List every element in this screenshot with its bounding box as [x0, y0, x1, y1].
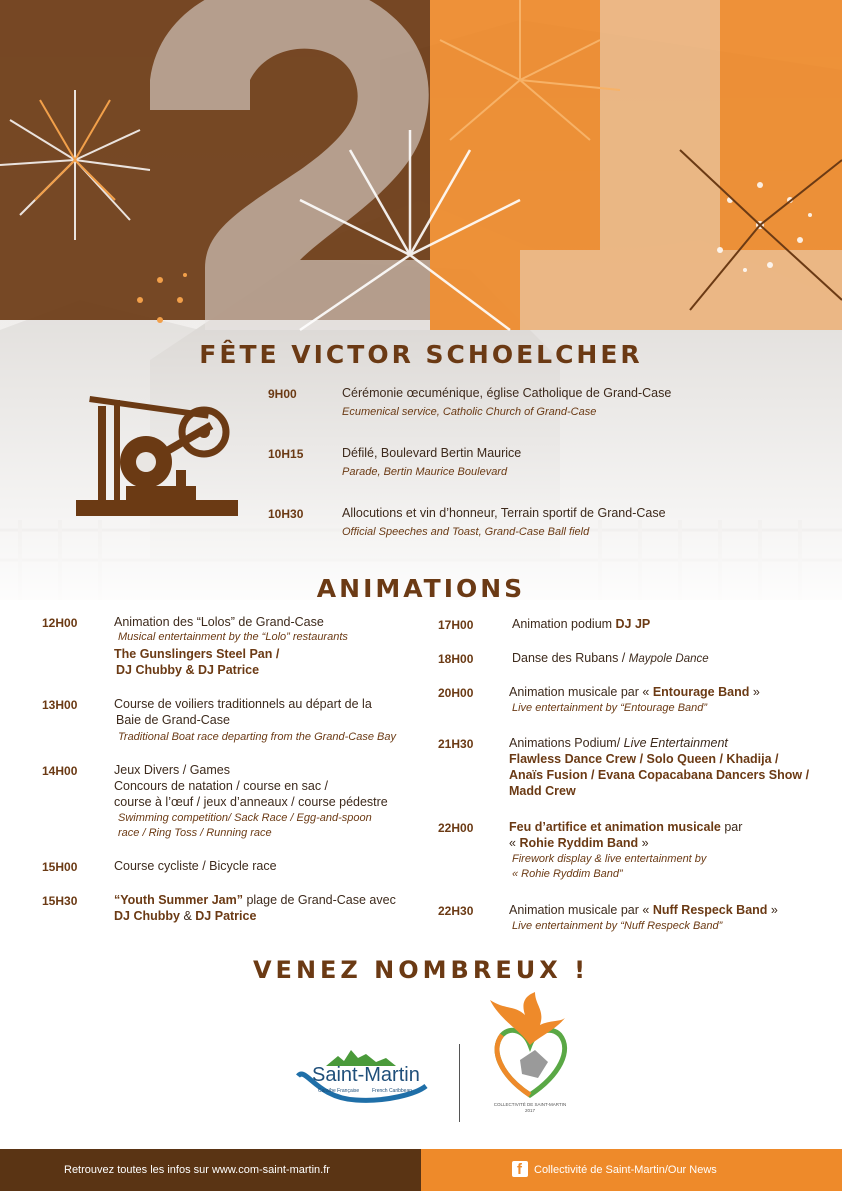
event-time: 22H00 [438, 821, 474, 835]
event-time: 17H00 [438, 618, 474, 632]
event-line: Anaïs Fusion / Evana Copacabana Dancers Show / [509, 768, 810, 782]
event-time: 14H00 [42, 764, 78, 778]
event-line: DJ Chubby & DJ Patrice [114, 909, 257, 923]
event-line: Concours de natation / course en sac / [114, 779, 329, 793]
event-line: Jeux Divers / Games [114, 763, 231, 777]
logo-sub-right: French Caribbean [372, 1088, 413, 1094]
event-line: Animation podium DJ JP [512, 617, 651, 631]
saint-martin-logo [296, 1036, 446, 1106]
event-line: “Youth Summer Jam” plage de Grand-Case avec [114, 893, 396, 907]
event-line: Baie de Grand-Case [116, 713, 230, 727]
schedule-en: Parade, Bertin Maurice Boulevard [342, 466, 508, 478]
closing-title: VENEZ NOMBREUX ! [252, 956, 590, 984]
event-en: Live entertainment by “Entourage Band” [512, 702, 708, 714]
animations-title: ANIMATIONS [316, 574, 526, 603]
animations-right-column [438, 614, 828, 934]
logo-divider [459, 1044, 460, 1122]
event-en: Musical entertainment by the “Lolo” restaurants [118, 631, 348, 643]
event-line: Feu d’artifice et animation musicale par [509, 820, 743, 834]
footer-left [0, 1149, 421, 1191]
event-line: Animation musicale par « Entourage Band » [509, 685, 760, 699]
collectivite-year: 2017 [524, 1108, 535, 1113]
event-line: « Rohie Ryddim Band » [509, 836, 649, 850]
schedule-fr: Défilé, Boulevard Bertin Maurice [342, 446, 522, 460]
event-en: Firework display & live entertainment by [512, 853, 707, 865]
sugar-mill-illustration [76, 392, 238, 524]
event-en: Traditional Boat race departing from the Grand-Case Bay [118, 731, 396, 743]
schedule-time: 10H30 [268, 507, 304, 521]
event-time: 12H00 [42, 616, 78, 630]
event-en: Live entertainment by “Nuff Respeck Band” [512, 920, 723, 932]
collectivite-caption: COLLECTIVITÉ DE SAINT-MARTIN [493, 1102, 567, 1107]
event-line: Flawless Dance Crew / Solo Queen / Khadija / [509, 752, 779, 766]
event-time: 20H00 [438, 686, 474, 700]
event-line: Animation musicale par « Nuff Respeck Band » [509, 903, 778, 917]
schedule-fr: Allocutions et vin d’honneur, Terrain sportif de Grand-Case [342, 506, 666, 520]
event-time: 21H30 [438, 737, 474, 751]
schedule-fr: Cérémonie œcuménique, église Catholique de Grand-Case [342, 386, 672, 400]
event-time: 15H00 [42, 860, 78, 874]
event-line: course à l’œuf / jeux d’anneaux / course pédestre [114, 795, 388, 809]
footer-website-link[interactable]: Retrouvez toutes les infos sur www.com-saint-martin.fr [64, 1164, 330, 1176]
event-line: Animations Podium/ Live Entertainment [509, 736, 728, 750]
facebook-icon[interactable]: f [512, 1161, 528, 1177]
schedule-time: 9H00 [268, 387, 297, 401]
event-en: « Rohie Ryddim Band” [512, 868, 623, 880]
event-line: Course cycliste / Bicycle race [114, 859, 277, 873]
logo-sub-left: Caraïbe Française [318, 1088, 360, 1094]
event-time: 13H00 [42, 698, 78, 712]
event-line: Course de voiliers traditionnels au départ de la [114, 697, 372, 711]
event-en: Swimming competition/ Sack Race / Egg-and-spoon [118, 812, 372, 824]
schedule-time: 10H15 [268, 447, 304, 461]
schedule-en: Ecumenical service, Catholic Church of Grand-Case [342, 406, 597, 418]
footer-right [421, 1149, 842, 1191]
event-line: Danse des Rubans / Maypole Dance [512, 651, 709, 665]
logo-name: Saint-Martin [312, 1064, 420, 1086]
event-line: The Gunslingers Steel Pan / [114, 647, 280, 661]
fete-title: FÊTE VICTOR SCHOELCHER [199, 340, 643, 369]
event-time: 22H30 [438, 904, 474, 918]
event-en: race / Ring Toss / Running race [118, 827, 272, 839]
animations-left-column [42, 614, 422, 934]
footer-facebook-link[interactable]: Collectivité de Saint-Martin/Our News [534, 1164, 717, 1176]
event-line: Madd Crew [509, 784, 576, 798]
collectivite-logo [480, 990, 580, 1122]
event-time: 18H00 [438, 652, 474, 666]
event-line: DJ Chubby & DJ Patrice [116, 663, 260, 677]
event-time: 15H30 [42, 894, 78, 908]
event-line: Animation des “Lolos” de Grand-Case [114, 615, 324, 629]
schedule-en: Official Speeches and Toast, Grand-Case Ball field [342, 526, 590, 538]
